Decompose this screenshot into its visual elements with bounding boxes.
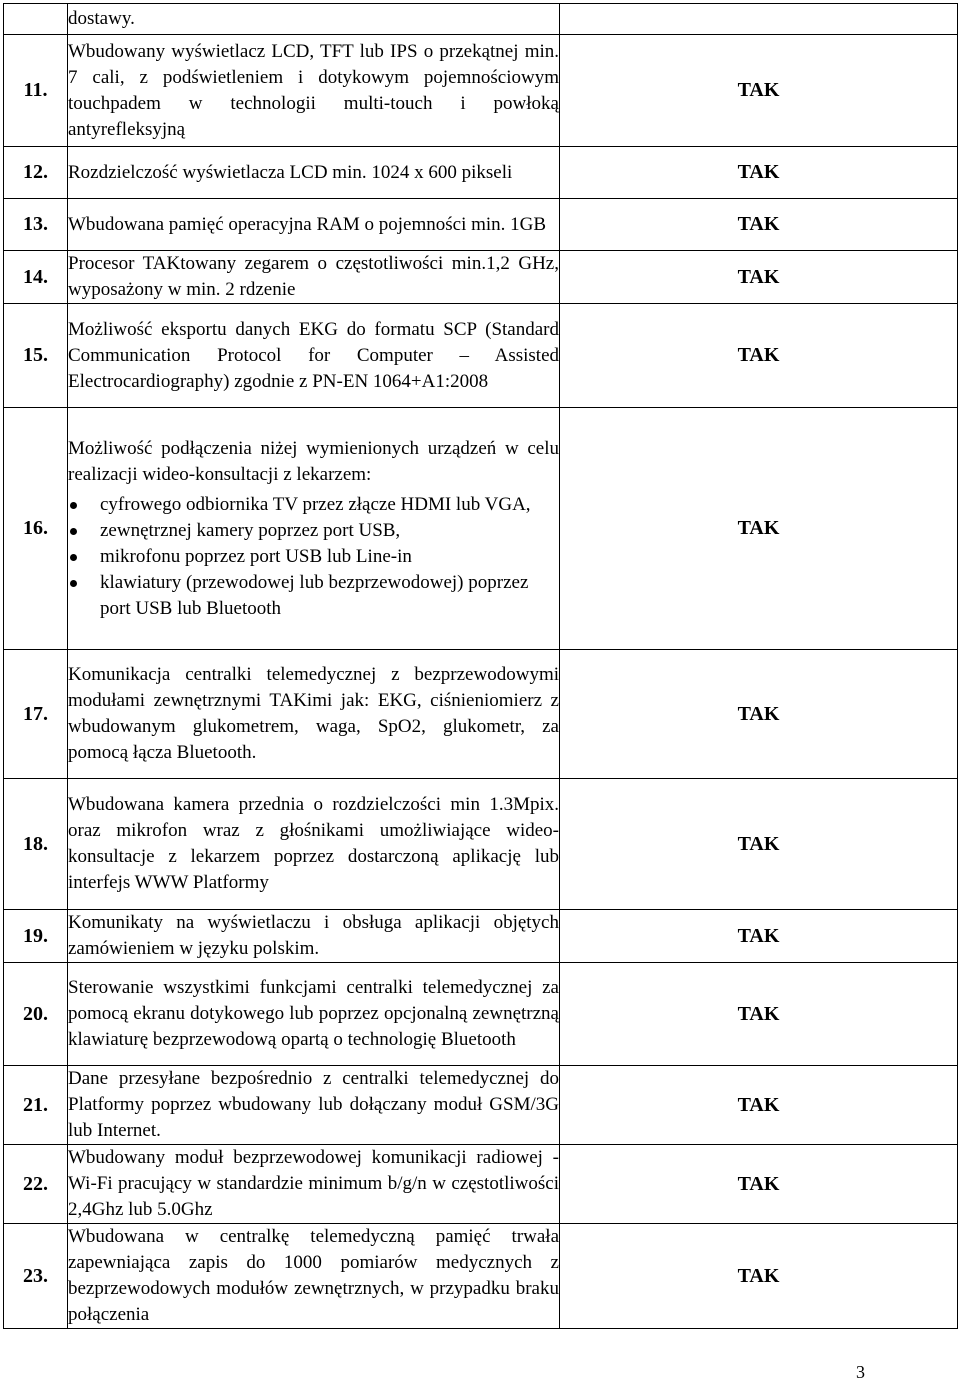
requirement-text: dostawy. bbox=[68, 8, 135, 29]
compliance-value: TAK bbox=[560, 963, 958, 1066]
bullet-item: klawiatury (przewodowej lub bezprzewodowej) poprzez port USB lub Bluetooth bbox=[100, 570, 559, 622]
requirement-text: Wbudowana pamięć operacyjna RAM o pojemności min. 1GB bbox=[68, 213, 547, 235]
row-number: 13. bbox=[4, 199, 68, 251]
row-number: 18. bbox=[4, 779, 68, 910]
row-number: 11. bbox=[4, 35, 68, 147]
specification-table-body bbox=[4, 4, 958, 1329]
requirement-cell bbox=[68, 910, 560, 963]
compliance-value: TAK bbox=[560, 1145, 958, 1224]
row-number: 12. bbox=[4, 147, 68, 199]
table-row bbox=[4, 408, 958, 650]
row-number: 15. bbox=[4, 304, 68, 408]
compliance-value: TAK bbox=[560, 35, 958, 147]
compliance-value: TAK bbox=[560, 199, 958, 251]
table-row bbox=[4, 1066, 958, 1145]
requirement-cell bbox=[68, 1066, 560, 1145]
requirement-cell bbox=[68, 408, 560, 650]
row-number: 22. bbox=[4, 1145, 68, 1224]
row-number: 20. bbox=[4, 963, 68, 1066]
table-row bbox=[4, 650, 958, 779]
bullet-item: mikrofonu poprzez port USB lub Line-in bbox=[100, 544, 559, 570]
row-number: 23. bbox=[4, 1224, 68, 1329]
requirement-cell bbox=[68, 650, 560, 779]
row-number: 17. bbox=[4, 650, 68, 779]
requirement-text: Możliwość podłączenia niżej wymienionych urządzeń w celu realizacji wideo-konsultacji z lekarzem: bbox=[68, 437, 559, 485]
requirement-cell bbox=[68, 35, 560, 147]
bullet-item: cyfrowego odbiornika TV przez złącze HDMI lub VGA, bbox=[100, 492, 559, 518]
compliance-value bbox=[560, 4, 958, 35]
requirement-text: Wbudowany moduł bezprzewodowej komunikacji radiowej - Wi-Fi pracujący w standardzie minimum b/g/n w częstotliwości 2,4Ghz lub 5.0Ghz bbox=[68, 1147, 559, 1220]
compliance-value: TAK bbox=[560, 1066, 958, 1145]
compliance-value: TAK bbox=[560, 1224, 958, 1329]
requirement-text: Wbudowany wyświetlacz LCD, TFT lub IPS o przekątnej min. 7 cali, z podświetleniem i dotykowym pojemnościowym touchpadem w technologii multi-touch i powłoką antyrefleksyjną bbox=[68, 40, 559, 140]
requirement-cell bbox=[68, 147, 560, 199]
compliance-value: TAK bbox=[560, 650, 958, 779]
row-number: 14. bbox=[4, 251, 68, 304]
compliance-value: TAK bbox=[560, 910, 958, 963]
requirement-text: Rozdzielczość wyświetlacza LCD min. 1024 x 600 pikseli bbox=[68, 161, 513, 183]
row-number bbox=[4, 4, 68, 35]
requirement-cell bbox=[68, 199, 560, 251]
compliance-value: TAK bbox=[560, 779, 958, 910]
compliance-value: TAK bbox=[560, 251, 958, 304]
table-row bbox=[4, 963, 958, 1066]
requirement-cell bbox=[68, 1224, 560, 1329]
table-row bbox=[4, 1224, 958, 1329]
bullet-item: zewnętrznej kamery poprzez port USB, bbox=[100, 518, 559, 544]
table-row bbox=[4, 35, 958, 147]
requirement-text: Wbudowana kamera przednia o rozdzielczości min 1.3Mpix. oraz mikrofon wraz z głośnikami umożliwiające wideo-konsultacje z lekarzem poprzez dostarczoną aplikację lub interfejs WWW Platformy bbox=[68, 794, 559, 893]
requirement-text: Możliwość eksportu danych EKG do formatu SCP (Standard Communication Protocol for Computer – Assisted Electrocardiography) zgodnie z PN-EN 1064+A1:2008 bbox=[68, 318, 559, 392]
requirement-text: Sterowanie wszystkimi funkcjami centralki telemedycznej za pomocą ekranu dotykowego lub poprzez opcjonalną zewnętrzną klawiaturę bezprzewodową opartą o technologię Bluetooth bbox=[68, 977, 559, 1050]
requirement-cell bbox=[68, 1145, 560, 1224]
requirement-text: Komunikacja centralki telemedycznej z bezprzewodowymi modułami zewnętrznymi TAKimi jak: EKG, ciśnieniomierz z wbudowanym glukometrem, waga, SpO2, glukometr, za pomocą łącza Bluetooth. bbox=[68, 664, 559, 763]
compliance-value: TAK bbox=[560, 147, 958, 199]
requirement-cell bbox=[68, 251, 560, 304]
table-row bbox=[4, 779, 958, 910]
row-number: 21. bbox=[4, 1066, 68, 1145]
page-number: 3 bbox=[856, 1362, 865, 1382]
table-row bbox=[4, 251, 958, 304]
specification-table bbox=[3, 3, 958, 1329]
row-number: 19. bbox=[4, 910, 68, 963]
requirement-text: Dane przesyłane bezpośrednio z centralki telemedycznej do Platformy poprzez wbudowany lub dołączany moduł GSM/3G lub Internet. bbox=[68, 1068, 559, 1141]
compliance-value: TAK bbox=[560, 408, 958, 650]
table-row bbox=[4, 1145, 958, 1224]
bullet-list bbox=[68, 492, 559, 622]
requirement-cell bbox=[68, 4, 560, 35]
requirement-cell bbox=[68, 963, 560, 1066]
table-row bbox=[4, 304, 958, 408]
requirement-text: Procesor TAKtowany zegarem o częstotliwości min.1,2 GHz, wyposażony w min. 2 rdzenie bbox=[68, 253, 559, 300]
requirement-text: Wbudowana w centralkę telemedyczną pamięć trwała zapewniająca zapis do 1000 pomiarów medycznych z bezprzewodowych modułów zewnętrznych, w przypadku braku połączenia bbox=[68, 1226, 559, 1325]
table-row bbox=[4, 4, 958, 35]
compliance-value: TAK bbox=[560, 304, 958, 408]
requirement-cell bbox=[68, 779, 560, 910]
row-number: 16. bbox=[4, 408, 68, 650]
requirement-text: Komunikaty na wyświetlaczu i obsługa aplikacji objętych zamówieniem w języku polskim. bbox=[68, 912, 559, 959]
table-row bbox=[4, 147, 958, 199]
table-row bbox=[4, 910, 958, 963]
table-row bbox=[4, 199, 958, 251]
requirement-cell bbox=[68, 304, 560, 408]
